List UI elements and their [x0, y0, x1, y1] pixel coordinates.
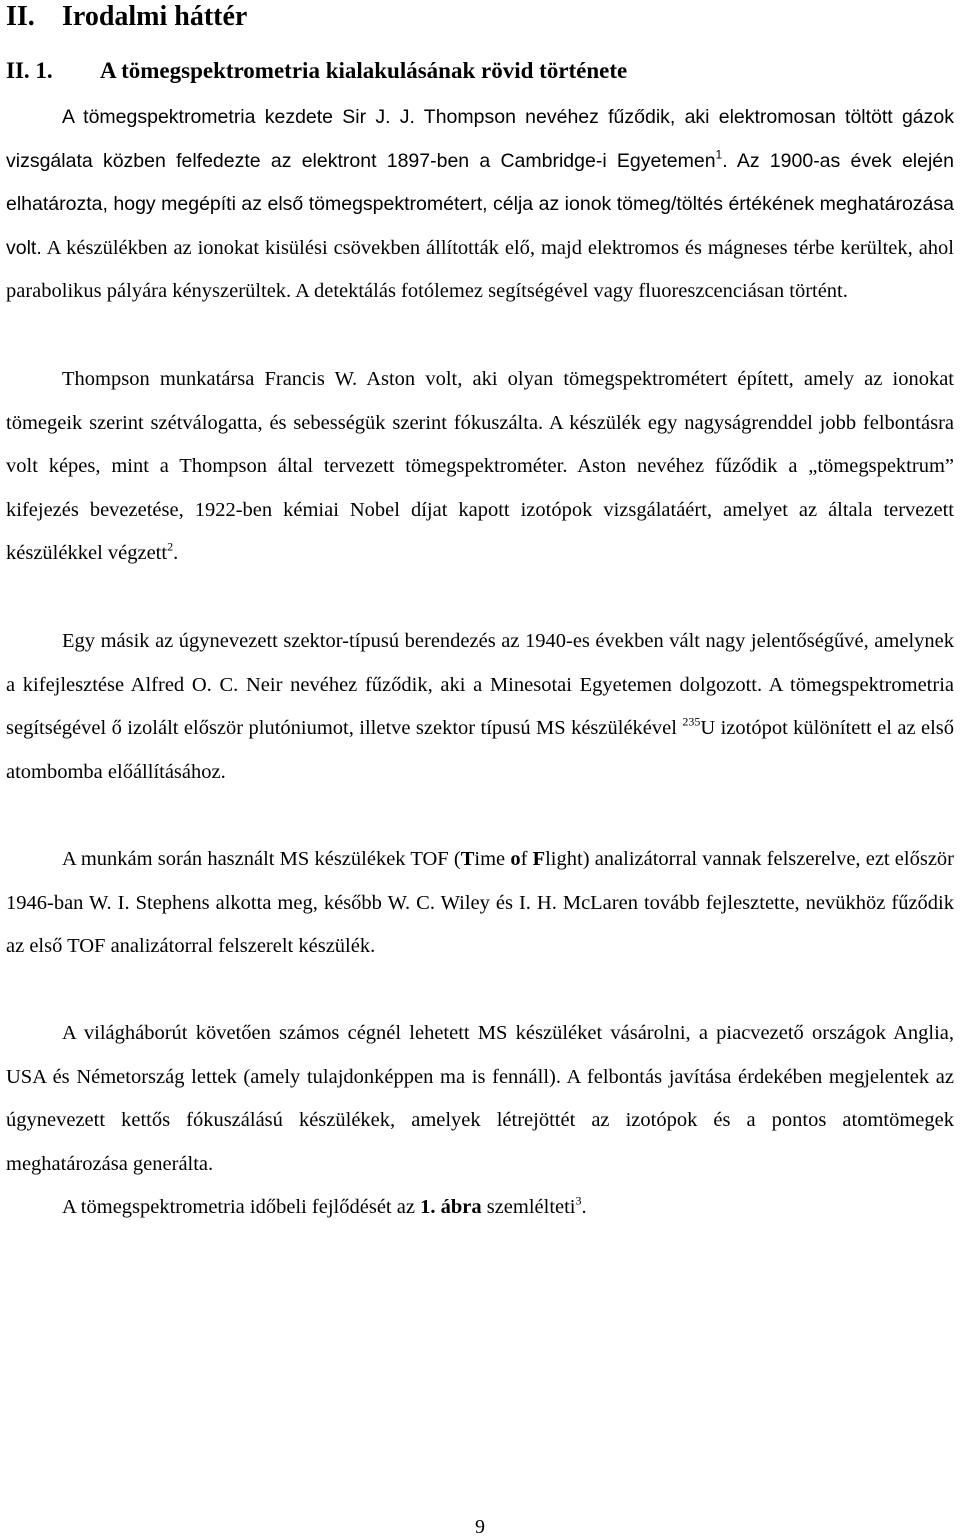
chapter-number: II.	[6, 1, 35, 32]
paragraph-text: Egy másik az úgynevezett szektor-típusú berendezés az 1940-es években vált nagy jelentőségűvé, amelynek a kifejlesztése Alfred O. C. Neir nevéhez fűződik, aki a Minesotai Egyetemen dolgozott. A tömegspektrometria segítségével ő izolált először plutóniumot, illetve szektor típusú MS készülékével	[6, 630, 954, 740]
footnote-ref: 1	[715, 147, 723, 162]
paragraph-text: light) analizátorral vannak felszerelve, ezt először 1946-ban W. I. Stephens alkotta meg, később W. C. Wiley és I. H. McLaren tovább fejlesztette, nevükhöz fűződik az első TOF analizátorral felszerelt készülék.	[6, 848, 954, 958]
paragraph-text: A tömegspektrometria időbeli fejlődését az	[62, 1196, 421, 1218]
page-number: 9	[475, 1516, 485, 1538]
paragraph-text: . Az 1900-as évek elején elhatározta, hogy megépíti az első tömegspektrométert, célja az ionok tömeg/töltés értékének meghatározása volt.	[6, 149, 954, 259]
bold-letter: T	[460, 848, 475, 870]
paragraph-figure-reference	[6, 1186, 954, 1230]
paragraph-tof	[6, 838, 954, 969]
paragraph-text: f	[520, 848, 533, 870]
paragraph-text: .	[581, 1196, 587, 1218]
paragraph-text: A munkám során használt MS készülékek TOF (	[62, 848, 461, 870]
chapter-heading	[6, 0, 247, 34]
paragraph-text: Thompson munkatársa Francis W. Aston volt, aki olyan tömegspektrométert épített, amely az ionokat tömegeik szerint szétválogatta, és sebességük szerint fókuszálta. A készülék egy nagyságrenddel jobb felbontásra volt képes, mint a Thompson által tervezett tömegspektrométer. Aston nevéhez fűződik a „tömegspektrum” kifejezés bevezetése, 1922-ben kémiai Nobel díjat kapott izotópok vizsgálatáért, amelyet az általa tervezett készülékkel végzett	[6, 368, 954, 565]
paragraph-text: A tömegspektrometria kezdete Sir J. J. Thompson nevéhez fűződik, aki elektromosan töltött gázok vizsgálata közben felfedezte az elektront 1897-ben a Cambridge-i Egyetemen	[6, 106, 954, 172]
section-title: A tömegspektrometria kialakulásának rövid története	[100, 58, 628, 83]
bold-letter: F	[532, 848, 546, 870]
paragraph-neir	[6, 620, 954, 794]
paragraph-text: A készülékben az ionokat kisülési csövekben állították elő, majd elektromos és mágneses térbe kerültek, ahol parabolikus pályára kényszerültek. A detektálás fotólemez segítségével vagy fluoreszcenciásan történt.	[6, 236, 954, 303]
footnote-ref: 2	[167, 539, 174, 554]
paragraph-text: U izotópot különített el az első atombomba előállításához.	[6, 717, 954, 783]
paragraph-thompson	[6, 96, 954, 314]
paragraph-text: .	[173, 542, 179, 565]
chapter-title: Irodalmi háttér	[62, 1, 248, 32]
section-heading	[6, 56, 627, 86]
bold-letter: o	[510, 848, 521, 870]
figure-reference: 1. ábra	[420, 1196, 482, 1218]
section-number: II. 1.	[6, 58, 53, 83]
paragraph-text: A világháborút követően számos cégnél lehetett MS készüléket vásárolni, a piacvezető országok Anglia, USA és Németország lettek (amely tulajdonképpen ma is fennáll). A felbontás javítása érdekében megjelentek az úgynevezett kettős fókuszálású készülékek, amelyek létrejöttét az izotópok és a pontos atomtömegek meghatározása generálta.	[6, 1022, 954, 1175]
paragraph-aston	[6, 358, 954, 576]
isotope-mass-number: 235	[682, 714, 701, 729]
paragraph-market	[6, 1012, 954, 1186]
footnote-ref: 3	[575, 1193, 582, 1208]
paragraph-text: ime	[474, 848, 511, 870]
paragraph-text: szemlélteti	[481, 1196, 576, 1218]
